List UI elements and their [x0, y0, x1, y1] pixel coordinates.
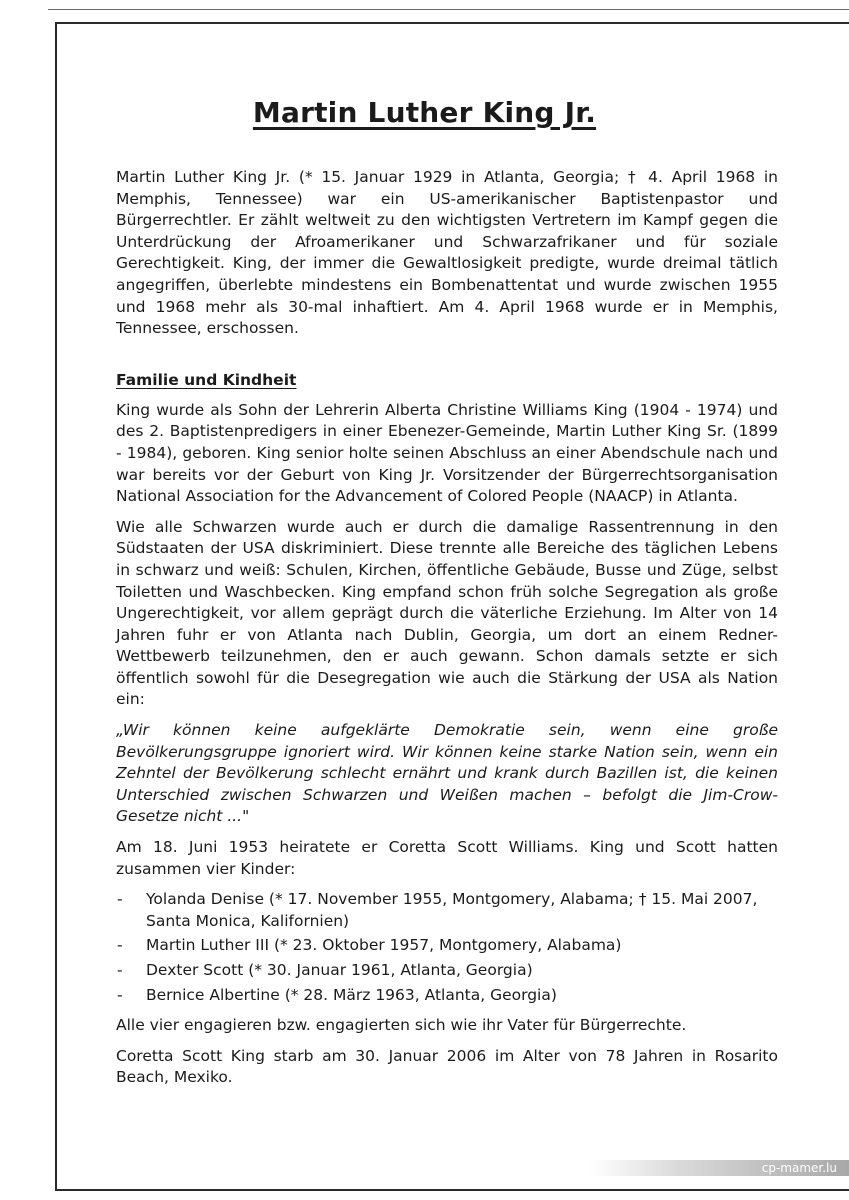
child-entry: Martin Luther III (* 23. Oktober 1957, Montgomery, Alabama)	[146, 936, 622, 955]
top-rule	[48, 9, 849, 10]
quote-block: „Wir können keine aufgeklärte Demokratie sein, wenn eine große Bevölkerungsgruppe ignoriert wird. Wir können keine starke Nation sein, wenn ein Zehntel der Bevölkerung schlecht ernährt und krank durch Bazillen ist, die keinen Unterschied zwischen Schwarzen und Weißen machen – befolgt die Jim-Crow-Gesetze nicht ..."	[116, 721, 778, 826]
child-entry: Dexter Scott (* 30. Januar 1961, Atlanta, Georgia)	[146, 961, 533, 979]
list-marker: -	[117, 890, 123, 909]
children-list	[116, 889, 778, 1006]
list-item	[116, 935, 778, 957]
watermark-text: cp-mamer.lu	[761, 1161, 837, 1175]
paragraph-coretta: Coretta Scott King starb am 30. Januar 2006 im Alter von 78 Jahren in Rosarito Beach, Mexiko.	[116, 1046, 778, 1087]
paragraph-parents: King wurde als Sohn der Lehrerin Alberta Christine Williams King (1904 - 1974) und des 2. Baptistenpredigers in einer Ebenezer-Gemeinde, Martin Luther King Sr. (1899 - 1984), geboren. King senior holte seinen Abschluss an einer Abendschule nach und war bereits vor der Geburt von King Jr. Vorsitzender der Bürgerrechtsorganisation National Association for the Advancement of Colored People (NAACP) in Atlanta.	[116, 400, 778, 506]
paragraph-marriage: Am 18. Juni 1953 heiratete er Coretta Scott Williams. King und Scott hatten zusammen vier Kinder:	[116, 838, 778, 878]
paragraph-civil-rights: Alle vier engagieren bzw. engagierten sich wie ihr Vater für Bürgerrechte.	[116, 1016, 687, 1035]
child-entry: Bernice Albertine (* 28. März 1963, Atlanta, Georgia)	[146, 985, 557, 1004]
list-item	[116, 889, 778, 932]
child-entry: Yolanda Denise (* 17. November 1955, Montgomery, Alabama; † 15. Mai 2007, Santa Monica, Kalifornien)	[146, 890, 758, 930]
list-marker: -	[117, 985, 123, 1004]
paragraph-segregation: Wie alle Schwarzen wurde auch er durch die damalige Rassentrennung in den Südstaaten der USA diskriminiert. Diese trennte alle Bereiche des täglichen Lebens in schwarz und weiß: Schulen, Kirchen, öffentliche Gebäude, Busse und Züge, selbst Toiletten und Waschbecken. King empfand schon früh solche Segregation als große Ungerechtigkeit, vor allem geprägt durch die väterliche Erziehung. Im Alter von 14 Jahren fuhr er von Atlanta nach Dublin, Georgia, um dort an einem Redner-Wettbewerb teilzunehmen, den er auch gewann. Schon damals setzte er sich öffentlich sowohl für die Desegregation wie auch die Stärkung der USA als Nation ein:	[116, 517, 778, 709]
page-title: Martin Luther King Jr.	[252, 96, 597, 129]
list-item	[116, 960, 778, 982]
intro-paragraph: Martin Luther King Jr. (* 15. Januar 1929 in Atlanta, Georgia; † 4. April 1968 in Memphis, Tennessee) war ein US-amerikanischer Baptistenpastor und Bürgerrechtler. Er zählt weltweit zu den wichtigsten Vertretern im Kampf gegen die Unterdrückung der Afroamerikaner und Schwarzafrikaner und für soziale Gerechtigkeit. King, der immer die Gewaltlosigkeit predigte, wurde dreimal tätlich angegriffen, überlebte mindestens ein Bombenattentat und wurde zwischen 1955 und 1968 mehr als 30-mal inhaftiert. Am 4. April 1968 wurde er in Memphis, Tennessee, erschossen.	[116, 168, 778, 338]
list-marker: -	[117, 961, 123, 979]
list-marker: -	[117, 936, 123, 955]
document-body	[116, 167, 778, 1098]
list-item	[116, 985, 778, 1007]
section-heading: Familie und Kindheit	[116, 370, 297, 389]
